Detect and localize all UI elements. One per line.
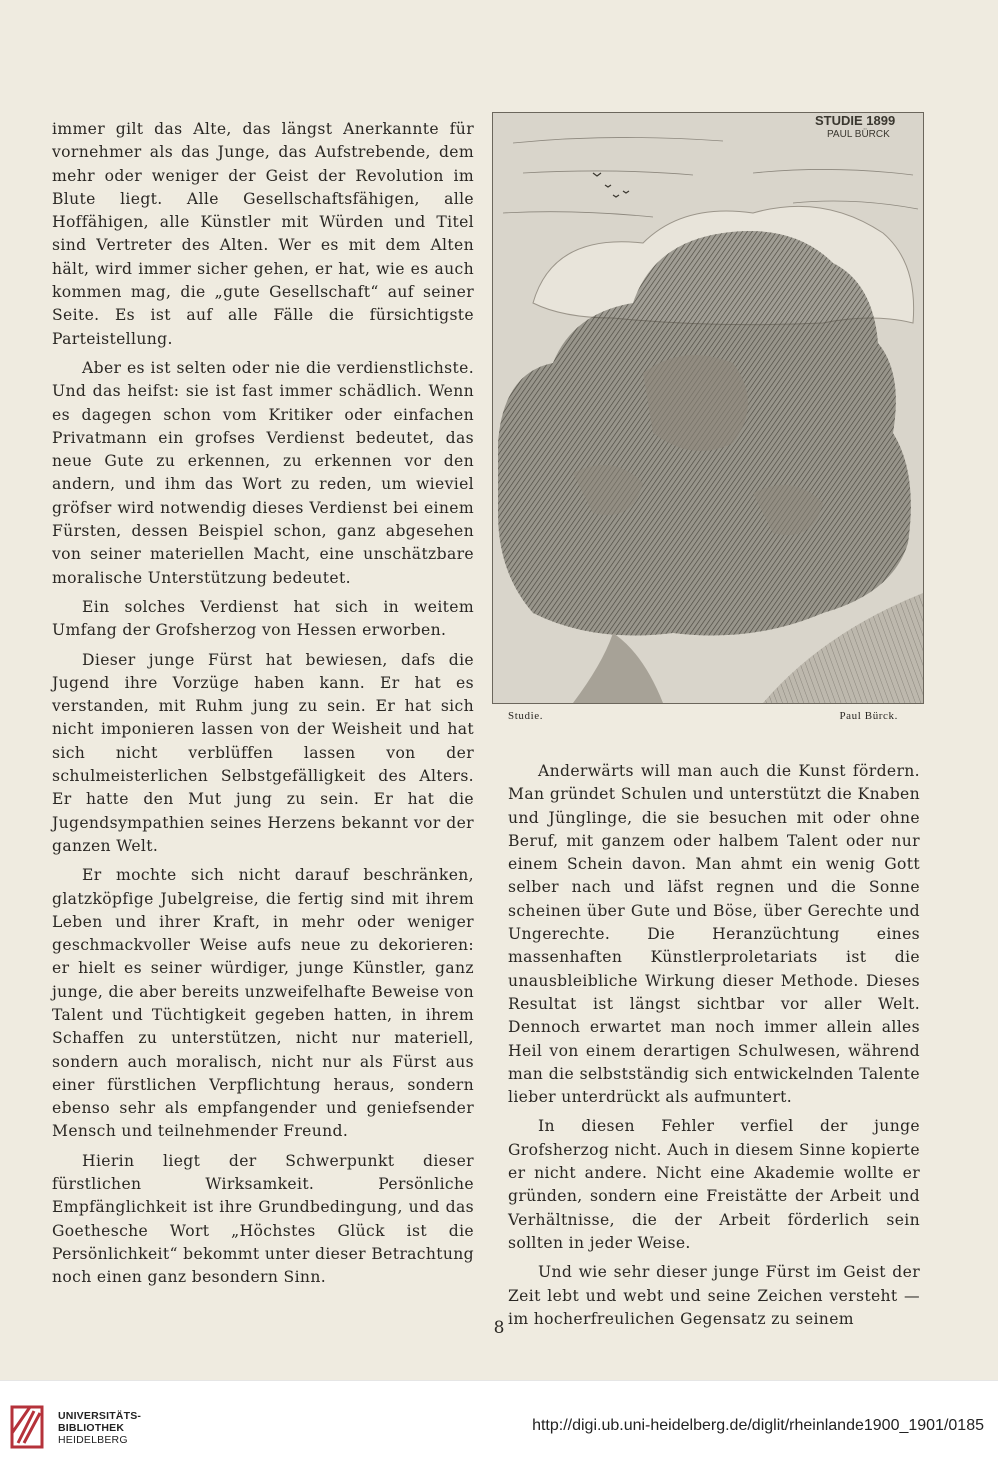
library-line-3: HEIDELBERG [58, 1434, 128, 1446]
plate-inscription: STUDIE 1899 [815, 113, 896, 128]
illustration-studie [492, 112, 924, 704]
paragraph: Er mochte sich nicht darauf beschränken, glatzköpfige Jubelgreise, die fertig sind mit ihrem Leben und ihrer Kraft, in mehr oder weniger geschmackvoller Weise aufs neue zu dekorieren: er hielt es seiner würdiger, junge Künstler, ganz junge, die aber bereits unzweifelhafte Beweise von Talent und Tüchtigkeit gegeben hatten, in ihrem Schaffen zu unterstützen, nicht nur materiell, sondern auch moralisch, nicht nur als Fürst aus einer fürstlichen Verpflichtung heraus, sondern ebenso sehr als empfangender und geniefsender Mensch und teilnehmender Freund. [52, 866, 474, 1141]
paragraph: In diesen Fehler verfiel der junge Grofsherzog nicht. Auch in diesem Sinne kopierte er nicht andere. Nicht eine Akademie wollte er gründen, sondern eine Freistätte der Arbeit und Verhältnisse, die der Arbeit förderlich sein sollten in jeder Weise. [508, 1117, 920, 1252]
source-url-link[interactable]: http://digi.ub.uni-heidelberg.de/diglit/rheinlande1900_1901/0185 [532, 1417, 984, 1434]
page-number: 8 [493, 1318, 505, 1338]
paragraph: Hierin liegt der Schwerpunkt dieser fürstlichen Wirksamkeit. Persönliche Empfänglichkeit ist ihre Grundbedingung, und das Goethesche Wort „Höchstes Glück ist die Persönlichkeit“ bekommt unter dieser Betrachtung noch einen ganz besondern Sinn. [52, 1151, 474, 1287]
university-library-logo-icon [10, 1403, 50, 1451]
paragraph: immer gilt das Alte, das längst Anerkannte für vornehmer als das Junge, das Aufstrebende, dem mehr oder weniger der Geist der Revolution im Blute liegt. Alle Gesellschaftsfähigen, alle Hoffähigen, alle Künstler mit Würden und Titel sind Vertreter des Alten. Wer es mit dem Alten hält, wird immer sicher gehen, er hat, wie es auch kommen mag, die „gute Gesellschaft“ auf seiner Seite. Es ist auf alle Fälle die fürsichtigste Parteistellung. [52, 120, 474, 348]
library-name [58, 1410, 141, 1446]
paragraph: Aber es ist selten oder nie die verdienstlichste. Und das heifst: sie ist fast immer schädlich. Wenn es dagegen schon vom Kritiker oder einfachen Privatmann ein grofses Verdienst bedeutet, das neue Gute zu erkennen, zu erkennen vor den andern, und ihm das Wort zu reden, um wieviel gröfser wird notwendig dieses Verdienst bei einem Fürsten, dessen Beispiel schon, ganz abgesehen von seiner materiellen Macht, eine unschätzbare moralische Unterstützung bedeutet. [52, 358, 474, 587]
text-column-right [508, 760, 920, 1337]
paragraph: Dieser junge Fürst hat bewiesen, dafs die Jugend ihre Vorzüge haben kann. Er hat es verstanden, mit Ruhm jung zu sein. Er hat sich nicht imponieren lassen von der Weisheit und hat sich nicht verblüffen lassen von der schulmeisterlichen Selbstgefälligkeit des Alters. Er hatte den Mut jung zu sein. Er hat die Jugendsympathien seines Herzens bekannt vor der ganzen Welt. [52, 650, 474, 855]
text-column-left [52, 118, 474, 1296]
paragraph: Und wie sehr dieser junge Fürst im Geist der Zeit lebt und webt und seine Zeichen versteht — im hocherfreulichen Gegensatz zu seinem [508, 1263, 920, 1328]
paragraph: Ein solches Verdienst hat sich in weitem Umfang der Grofsherzog von Hessen erworben. [52, 597, 474, 640]
plate-signature: PAUL BÜRCK [827, 129, 890, 140]
library-line-2: BIBLIOTHEK [58, 1422, 125, 1434]
digitization-footer [0, 1380, 998, 1463]
paragraph: Anderwärts will man auch die Kunst fördern. Man gründet Schulen und unterstützt die Knaben und Jünglinge, die sie besuchen mit oder ohne Beruf, mit ganzem oder halbem Talent oder nur einem Schein davon. Man ahmt ein wenig Gott selber nach und läfst regnen und die Sonne scheinen über Gute und Böse, über Gerechte und Ungerechte. Die Heranzüchtung eines massenhaften Künstlerproletariats ist die unausbleibliche Wirkung dieser Methode. Dieses Resultat ist längst sichtbar vor aller Welt. Dennoch erwartet man noch immer allein alles Heil von einem derartigen Schulwesen, während man die selbstständig sich entwickelnden Talente lieber unterdrückt als aufmuntert. [508, 762, 920, 1107]
etching-trees-image [493, 113, 923, 703]
library-line-1: UNIVERSITÄTS- [58, 1410, 142, 1422]
caption-title: Studie. [508, 710, 544, 722]
caption-artist: Paul Bürck. [839, 710, 898, 722]
figure-caption [508, 710, 898, 722]
